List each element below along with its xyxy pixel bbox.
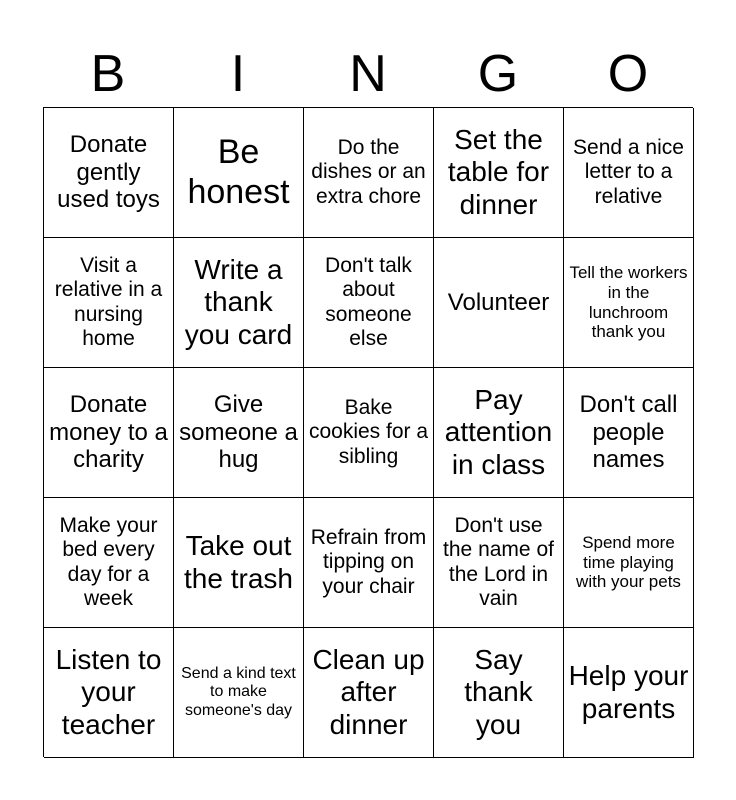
bingo-cell[interactable]: Volunteer (434, 238, 564, 368)
header-letter-o: O (607, 45, 649, 103)
bingo-cell[interactable]: Give someone a hug (174, 368, 304, 498)
bingo-cell[interactable]: Donate gently used toys (44, 108, 174, 238)
bingo-header (43, 40, 693, 108)
bingo-cell[interactable]: Don't call people names (564, 368, 694, 498)
bingo-cell[interactable]: Spend more time playing with your pets (564, 498, 694, 628)
header-letter-i: I (230, 45, 246, 103)
bingo-cell[interactable]: Don't talk about someone else (304, 238, 434, 368)
bingo-cell[interactable]: Pay attention in class (434, 368, 564, 498)
bingo-cell[interactable]: Listen to your teacher (44, 628, 174, 758)
bingo-cell[interactable]: Make your bed every day for a week (44, 498, 174, 628)
bingo-cell[interactable]: Clean up after dinner (304, 628, 434, 758)
header-letter-n: N (349, 45, 387, 103)
bingo-cell[interactable]: Refrain from tipping on your chair (304, 498, 434, 628)
bingo-cell[interactable]: Donate money to a charity (44, 368, 174, 498)
bingo-cell[interactable]: Tell the workers in the lunchroom thank you (564, 238, 694, 368)
bingo-cell[interactable]: Visit a relative in a nursing home (44, 238, 174, 368)
bingo-cell[interactable]: Don't use the name of the Lord in vain (434, 498, 564, 628)
header-letter-b: B (90, 45, 126, 103)
bingo-cell[interactable]: Send a kind text to make someone's day (174, 628, 304, 758)
header-letter-g: G (477, 45, 519, 103)
bingo-cell[interactable]: Bake cookies for a sibling (304, 368, 434, 498)
bingo-cell[interactable]: Help your parents (564, 628, 694, 758)
bingo-cell[interactable]: Do the dishes or an extra chore (304, 108, 434, 238)
bingo-cell[interactable]: Take out the trash (174, 498, 304, 628)
bingo-cell[interactable]: Be honest (174, 108, 304, 238)
bingo-cell[interactable]: Set the table for dinner (434, 108, 564, 238)
bingo-cell[interactable]: Send a nice letter to a relative (564, 108, 694, 238)
bingo-cell[interactable]: Say thank you (434, 628, 564, 758)
bingo-grid (43, 107, 693, 757)
bingo-cell[interactable]: Write a thank you card (174, 238, 304, 368)
